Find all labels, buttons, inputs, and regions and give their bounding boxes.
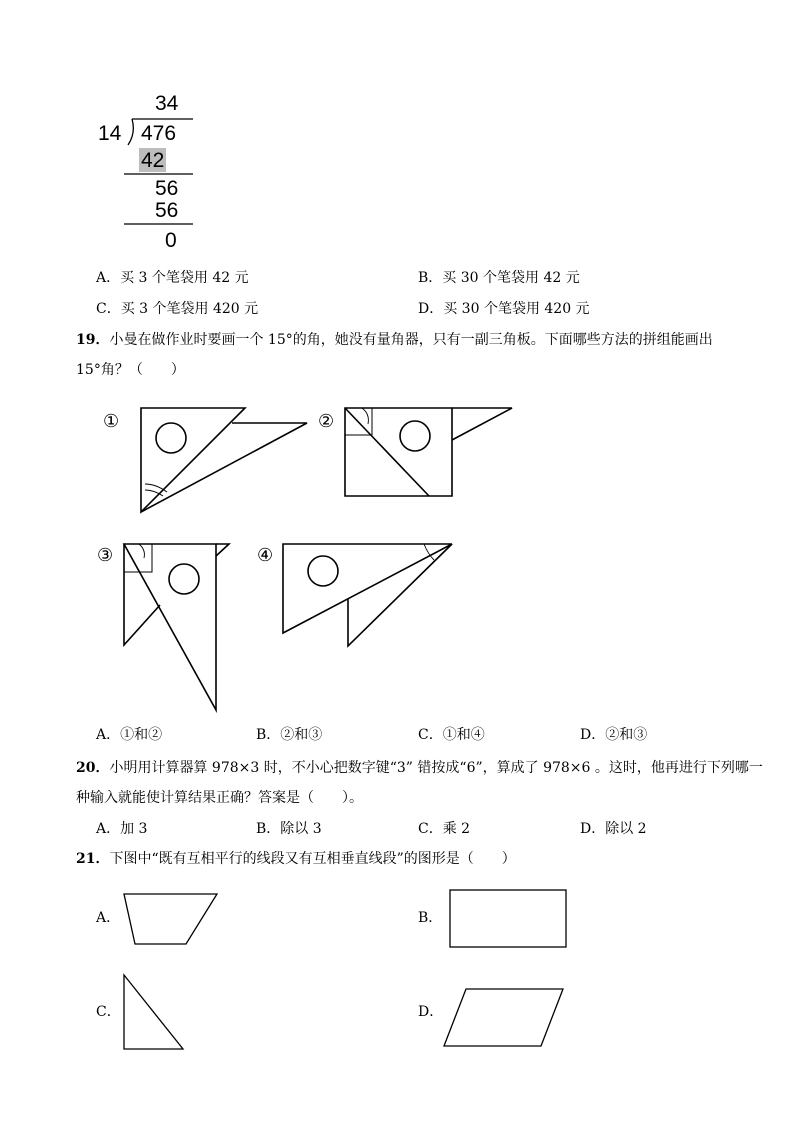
q21-number: 21． xyxy=(76,851,110,867)
figure-label-2: ② xyxy=(318,411,335,432)
division-step1-highlighted: 42 xyxy=(141,149,165,172)
q19-option-c[interactable]: C．①和④ xyxy=(418,727,485,743)
division-step3: 56 xyxy=(155,199,179,222)
q20-option-a[interactable]: A．加 3 xyxy=(96,821,148,837)
q18-option-b[interactable]: B．买 30 个笔袋用 42 元 xyxy=(418,270,580,286)
division-remainder: 0 xyxy=(165,229,177,252)
q21-option-c-label[interactable]: C． xyxy=(96,1004,121,1020)
figure-label-1: ① xyxy=(103,411,120,432)
q18-option-d[interactable]: D．买 30 个笔袋用 420 元 xyxy=(418,301,590,317)
right-triangle-shape xyxy=(124,975,183,1049)
trapezoid-shape xyxy=(124,894,217,944)
q20-option-b[interactable]: B．除以 3 xyxy=(256,821,322,837)
q20-option-c[interactable]: C．乘 2 xyxy=(418,821,471,837)
division-step2: 56 xyxy=(155,177,179,200)
division-quotient: 34 xyxy=(155,92,179,115)
q19-option-b[interactable]: B．②和③ xyxy=(256,727,323,743)
figure-label-4: ④ xyxy=(257,545,274,566)
q19-option-a[interactable]: A．①和② xyxy=(96,727,163,743)
q21-option-a-label[interactable]: A． xyxy=(96,910,121,926)
figure-label-3: ③ xyxy=(97,545,114,566)
q19-option-d[interactable]: D．②和③ xyxy=(580,727,648,743)
division-dividend: 476 xyxy=(141,122,177,145)
q20-number: 20． xyxy=(76,760,110,776)
q18-option-a[interactable]: A．买 3 个笔袋用 42 元 xyxy=(96,270,249,286)
rectangle-shape xyxy=(450,890,566,947)
q19-number: 19． xyxy=(76,332,110,348)
q20-text-line1: 小明用计算器算 978×3 时，不小心把数字键“3” 错按成“6”，算成了 978×6 。这时，他再进行下列哪一 xyxy=(109,760,763,776)
division-divisor: 14 xyxy=(98,122,122,145)
q21-text-line1: 下图中“既有互相平行的线段又有互相垂直线段”的图形是（ ） xyxy=(109,851,516,867)
q21-option-d-label[interactable]: D． xyxy=(418,1004,444,1020)
q18-option-c[interactable]: C．买 3 个笔袋用 420 元 xyxy=(96,301,259,317)
parallelogram-shape xyxy=(444,989,563,1046)
q20-option-d[interactable]: D．除以 2 xyxy=(580,821,647,837)
q19-line2: 15°角？（ ） xyxy=(76,362,185,378)
q20-line2: 种输入就能使计算结果正确？答案是（ ）。 xyxy=(76,790,363,806)
q19-text-line1: 小曼在做作业时要画一个 15°的角，她没有量角器，只有一副三角板。下面哪些方法的拼组能画出 xyxy=(109,332,713,348)
q21-option-b-label[interactable]: B． xyxy=(418,910,443,926)
